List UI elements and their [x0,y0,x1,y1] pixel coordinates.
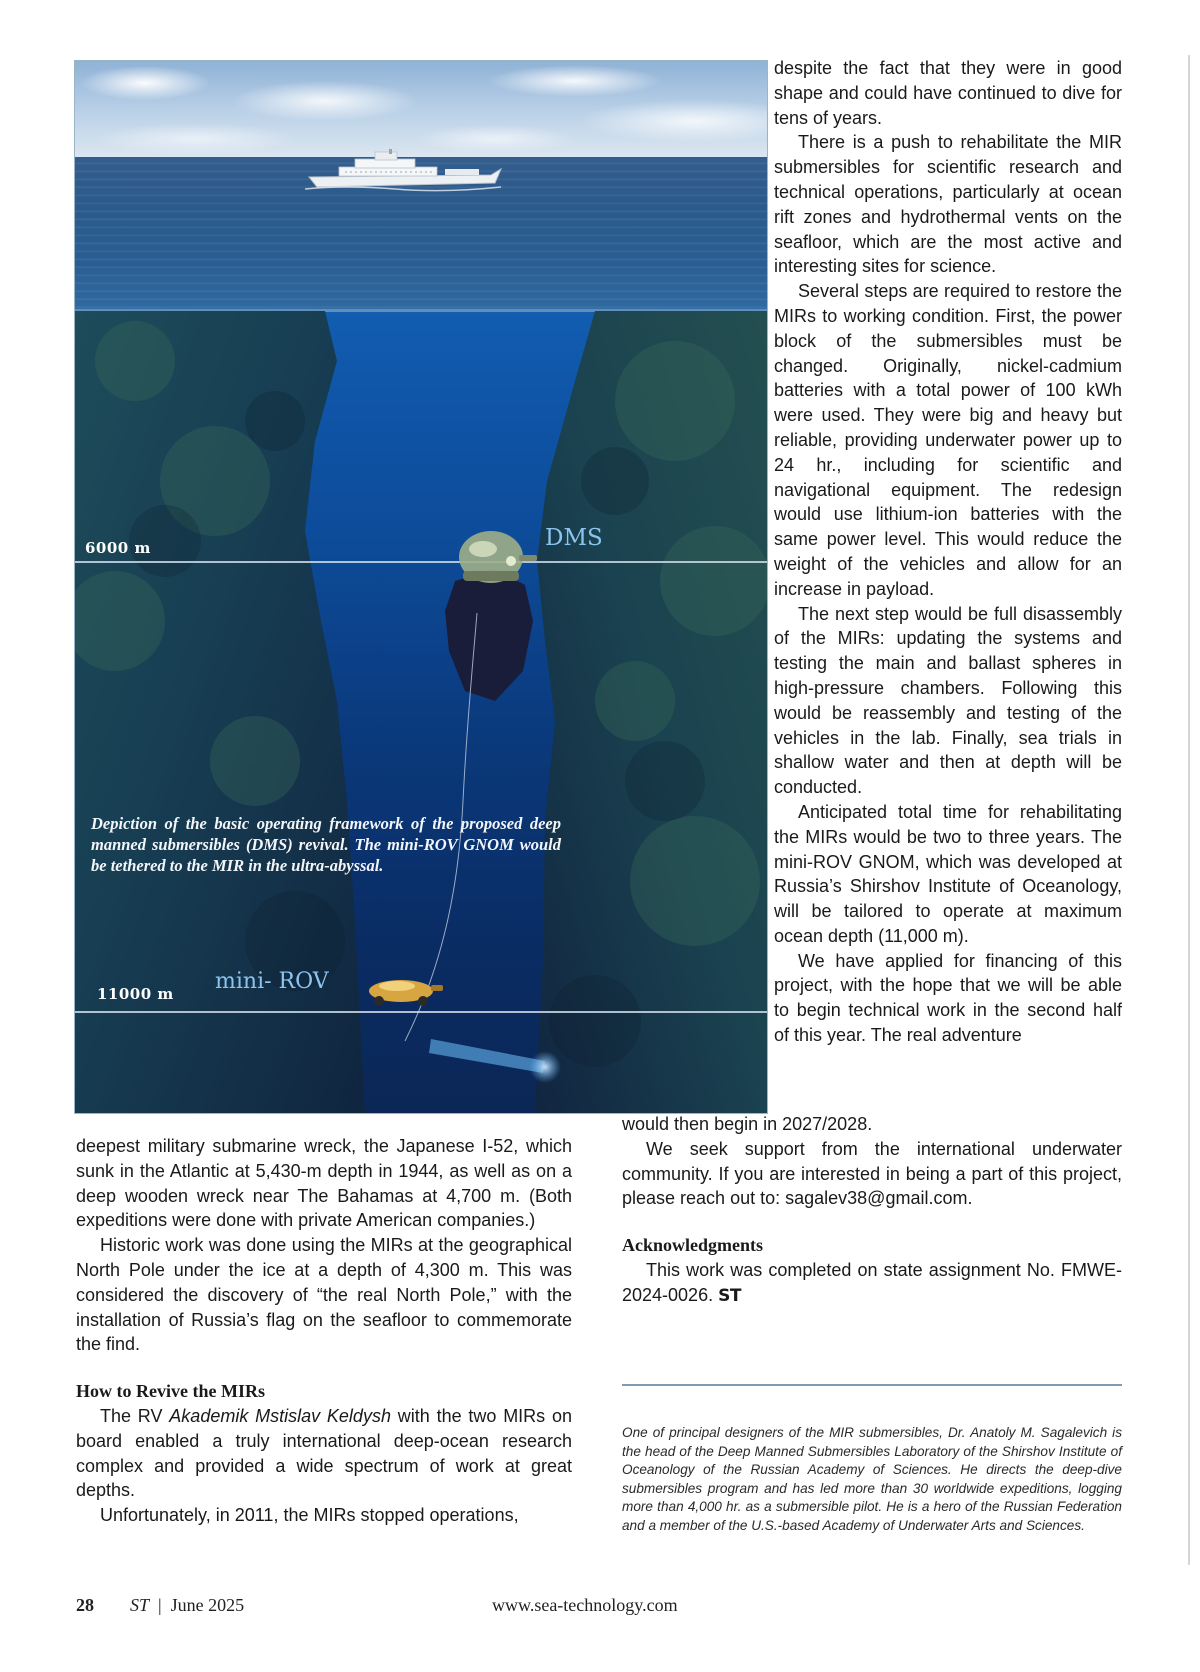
canyon-walls [75,61,767,1113]
issue-date: June 2025 [170,1595,245,1615]
depth-label-11000: 11000 m [97,985,174,1003]
paragraph: Unfortunately, in 2011, the MIRs stopped operations, [100,1505,519,1526]
dms-label: DMS [545,525,603,551]
paragraph: We seek support from the international underwater community. If you are interested in being a part of this project, please reach out to: sagalev38@gmail.com. [622,1138,1122,1209]
depth-6000-line [75,561,767,563]
section-heading: How to Revive the MIRs [76,1381,265,1402]
paragraph: Historic work was done using the MIRs at the geographical North Pole under the ice at a depth of 4,300 m. This was considered the discovery of “the real North Pole,” with the installation of Russia’s flag on the seafloor to commemorate the find. [76,1235,572,1355]
footer-separator: | [158,1595,162,1615]
website-url[interactable]: www.sea-technology.com [492,1595,678,1615]
left-column [76,1134,572,1528]
paragraph: despite the fact that they were in good shape and could have continued to dive for tens of years. [774,58,1122,128]
st-end-mark: ST [718,1285,741,1306]
mini-rov-icon [361,971,445,1011]
dms-submersible-icon [453,527,543,589]
figure-caption: Depiction of the basic operating framework of the proposed deep manned submersibles (DMS) revival. The mini-ROV GNOM would be tethered to the MIR in the ultra-abyssal. [91,814,561,875]
page-number: 28 [76,1595,94,1615]
publication-info [130,1595,244,1616]
paragraph: There is a push to rehabilitate the MIR submersibles for scientific research and technical operations, particularly at ocean rift zones and hydrothermal vents on the seafloor, which are the most active and interesting sites for science. [774,132,1122,277]
magazine-abbrev: ST [130,1595,150,1615]
depth-label-6000: 6000 m [85,539,151,557]
author-bio: One of principal designers of the MIR submersibles, Dr. Anatoly M. Sagalevich is the head of the Deep Manned Submersibles Laboratory of the Shirshov Institute of Oceanology of the Russian Academy of Sciences. He directs the deep-dive submersibles program and has led more than 30 worldwide expeditions, logging more than 4,000 hr. as a submersible pilot. He is a hero of the Russian Federation and a member of the U.S.-based Academy of Underwater Arts and Sciences. [622,1425,1122,1533]
paragraph [76,1404,572,1503]
paragraph: The next step would be full disassembly of the MIRs: updating the systems and testing the main and ballast spheres in high-pressure chambers. Following this would be reassembly and testing of the vehicles in the lab. Finally, sea trials in shallow water and then at depth will be conducted. [774,603,1122,798]
ship-name: Akademik Mstislav Keldysh [169,1405,391,1426]
right-column-top [774,56,1122,1048]
right-column-bottom [622,1112,1122,1309]
acknowledgments-text [622,1258,1122,1309]
acknowledgments-body: This work was completed on state assignment No. FMWE-2024-0026. [622,1259,1122,1305]
paragraph: Several steps are required to restore the MIRs to working condition. First, the power block of the submersibles must be changed. Originally, nickel-cadmium batteries with a total power of 100 kWh were used. They were big and heavy but reliable, providing underwater power up to 24 hr., including for scientific and navigational equipment. The redesign would use lithium-ion batteries with the same power level. This would reduce the weight of the vehicles and allow for an increase in payload. [774,281,1122,599]
p3-post: with the two MIRs on board enabled a truly international deep-ocean research complex and provided a wide spectrum of work at great depths. [76,1405,572,1501]
mini-rov-label: mini- ROV [215,969,329,994]
depth-11000-line [75,1011,767,1013]
paragraph: Anticipated total time for rehabilitating the MIRs would be two to three years. The mini-ROV GNOM, which was developed at Russia’s Shirshov Institute of Oceanology, will be tailored to operate at maximum ocean depth (11,000 m). [774,801,1122,946]
paragraph: We have applied for financing of this project, with the hope that we will be able to begin technical work in the second half of this year. The real adventure [774,950,1122,1046]
acknowledgments-heading: Acknowledgments [622,1235,764,1256]
page-edge-rule [1188,55,1190,1565]
bio-divider [622,1384,1122,1386]
paragraph: would then begin in 2027/2028. [622,1114,873,1134]
paragraph: deepest military submarine wreck, the Japanese I-52, which sunk in the Atlantic at 5,430-m depth in 1944, as well as on a deep wooden wreck near The Bahamas at 4,700 m. (Both expeditions were done with private American companies.) [76,1136,572,1231]
p3-pre: The RV [100,1405,170,1426]
illustration-figure [74,60,768,1114]
